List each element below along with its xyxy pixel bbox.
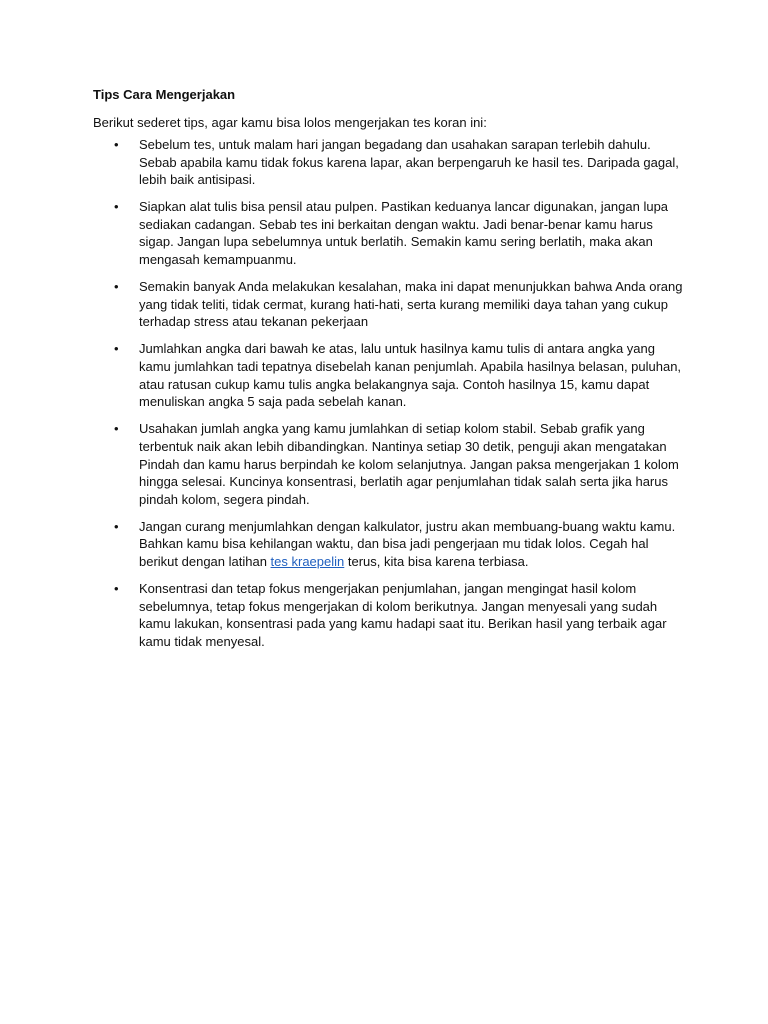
list-item-text: Siapkan alat tulis bisa pensil atau pulpen. Pastikan keduanya lancar digunakan, jangan lupa sediakan cadangan. Sebab tes ini berkaitan dengan waktu. Jadi benar-benar kamu harus sigap. Jangan lupa sebelumnya untuk berlatih. Semakin kamu sering berlatih, maka akan mengasah kemampuanmu. <box>139 199 669 268</box>
list-item-text: Semakin banyak Anda melakukan kesalahan, maka ini dapat menunjukkan bahwa Anda orang yang tidak teliti, tidak cermat, kurang hati-hati, serta kurang memiliki daya tahan yang cukup terhadap stress atau tekanan pekerjaan <box>139 279 683 330</box>
bullet-icon: • <box>114 518 119 534</box>
list-item <box>93 518 683 571</box>
list-item <box>93 420 683 508</box>
document-content <box>93 86 683 660</box>
list-item <box>93 278 683 331</box>
list-item-text-before-link: Jangan curang menjumlahkan dengan kalkulator, justru akan membuang-buang waktu kamu. Bahkan kamu bisa kehilangan waktu, dan bisa jadi pengerjaan mu tidak lolos. Cegah hal berikut dengan latihan <box>139 518 676 569</box>
list-item-text: Sebelum tes, untuk malam hari jangan begadang dan usahakan sarapan terlebih dahulu. Sebab apabila kamu tidak fokus karena lapar, akan berpengaruh ke hasil tes. Daripada gagal, lebih baik antisipasi. <box>139 137 679 188</box>
bullet-icon: • <box>114 421 119 437</box>
bullet-icon: • <box>114 581 119 597</box>
document-title: Tips Cara Mengerjakan <box>93 87 236 102</box>
intro-paragraph: Berikut sederet tips, agar kamu bisa lolos mengerjakan tes koran ini: <box>93 115 487 130</box>
list-item-text: Usahakan jumlah angka yang kamu jumlahkan di setiap kolom stabil. Sebab grafik yang terbentuk naik akan lebih dibandingkan. Nantinya setiap 30 detik, penguji akan mengatakan Pindah dan kamu harus berpindah ke kolom selanjutnya. Jangan paksa mengerjakan 1 kolom hingga selesai. Kuncinya konsentrasi, berlatih agar penjumlahan tidak salah serta jika harus pindah kolom, segera pindah. <box>139 421 679 507</box>
list-item <box>93 340 683 410</box>
bullet-icon: • <box>114 199 119 215</box>
tes-kraepelin-link[interactable]: tes kraepelin <box>270 553 345 569</box>
list-item-text: Jumlahkan angka dari bawah ke atas, lalu untuk hasilnya kamu tulis di antara angka yang kamu jumlahkan tadi tepatnya disebelah kanan penjumlah. Apabila hasilnya belasan, puluhan, atau ratusan cukup kamu tulis angka belakangnya saja. Contoh hasilnya 15, kamu dapat menuliskan angka 5 saja pada sebelah kanan. <box>139 341 682 410</box>
list-item-text <box>139 519 675 569</box>
bullet-icon: • <box>114 341 119 357</box>
list-item-text-after-link: terus, kita bisa karena terbiasa. <box>344 553 529 569</box>
tips-list <box>93 136 683 650</box>
list-item <box>93 198 683 268</box>
bullet-icon: • <box>114 279 119 295</box>
list-item-text: Konsentrasi dan tetap fokus mengerjakan penjumlahan, jangan mengingat hasil kolom sebelumnya, tetap fokus mengerjakan di kolom berikutnya. Jangan menyesali yang sudah kamu lakukan, konsentrasi pada yang kamu hadapi saat itu. Berikan hasil yang terbaik agar kamu tidak menyesal. <box>139 581 667 649</box>
list-item <box>93 136 683 189</box>
bullet-icon: • <box>114 137 119 152</box>
list-item <box>93 580 683 650</box>
